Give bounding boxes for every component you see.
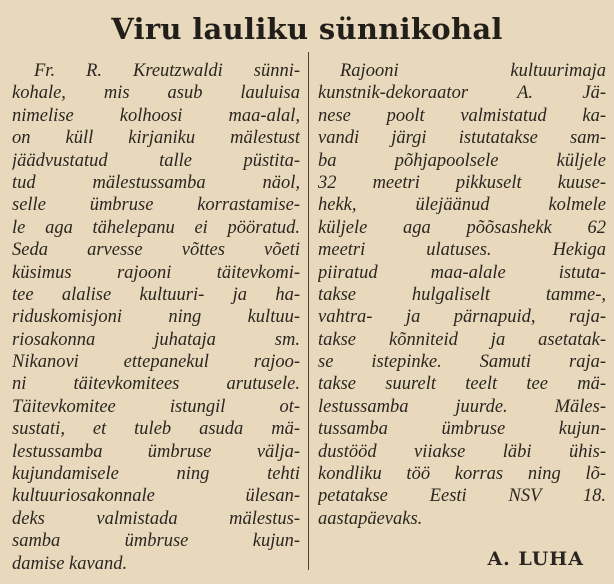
text-line: kondliku töö korras ning lõ- [318,464,606,485]
text-line: hekk, ülejäänud kolmele [318,195,606,216]
text-line: kultuuriosakonnale ülesan- [12,486,300,507]
text-line: riduskomisjoni ning kultuu- [12,307,300,328]
text-line: Seda arvesse võttes võeti [12,240,300,261]
text-line: ba põhjapoolsele küljele [318,150,606,171]
text-line: aastapäevaks. [318,508,423,529]
text-line: vahtra- ja pärnapuid, raja- [318,307,606,328]
text-line: tee alalise kultuuri- ja ha- [12,284,300,305]
text-line: lestussamba ümbruse välja- [12,441,300,462]
author-signature: A. LUHA [487,548,584,570]
text-line: meetri ulatuses. Hekiga [318,240,606,261]
text-line: takse suurelt teelt tee mä- [318,374,606,395]
text-line: nimelise kolhoosi maa-alal, [12,105,300,126]
text-line: se istepinke. Samuti raja- [318,352,606,373]
text-line: takse hulgaliselt tamme-, [318,284,606,305]
text-line: selle ümbruse korrastamise- [12,195,300,216]
text-line: petatakse Eesti NSV 18. [318,486,606,507]
text-line: Täitevkomitee istungil ot- [12,396,300,417]
article-title: Viru lauliku sünnikohal [111,12,503,46]
text-line: dustööd viiakse läbi ühis- [318,441,606,462]
text-line: lestussamba juurde. Mäles- [318,396,606,417]
text-line: jäädvustatud talle püstita- [12,150,300,171]
text-line: on küll kirjaniku mälestust [12,128,300,149]
text-line: piiratud maa-alale istuta- [318,262,606,283]
text-line: küljele aga põõsashekk 62 [318,217,606,238]
text-line: kujundamisele ning tehti [12,464,300,485]
text-line: kunstnik-dekoraator A. Jä- [318,83,606,104]
text-line: küsimus rajooni täitevkomi- [12,262,300,283]
text-line: nese poolt valmistatud ka- [318,105,606,126]
text-line: tud mälestussamba näol, [12,172,300,193]
text-line: vandi järgi istutatakse sam- [318,128,606,149]
text-line: le aga tähelepanu ei pööratud. [12,217,300,238]
column-divider [308,52,309,570]
text-line: damise kavand. [12,553,128,574]
text-line: riosakonna juhataja sm. [12,329,300,350]
text-line: tussamba ümbruse kujun- [318,419,606,440]
text-line: takse kõnniteid ja asetatak- [318,329,606,350]
text-line: ni täitevkomitees arutusele. [12,374,300,395]
left-column [12,60,300,575]
text-line: Fr. R. Kreutzwaldi sünni- [34,61,300,81]
text-line: deks valmistada mälestus- [12,508,300,529]
text-line: sustati, et tuleb asuda mä- [12,419,300,440]
text-line: Rajooni kultuurimaja [340,61,606,81]
text-line: samba ümbruse kujun- [12,531,300,552]
text-line: kohale, mis asub lauluisa [12,83,300,104]
text-line: 32 meetri pikkuselt kuuse- [318,172,606,193]
right-column [318,60,606,530]
text-line: Nikanovi ettepanekul rajoo- [12,352,300,373]
